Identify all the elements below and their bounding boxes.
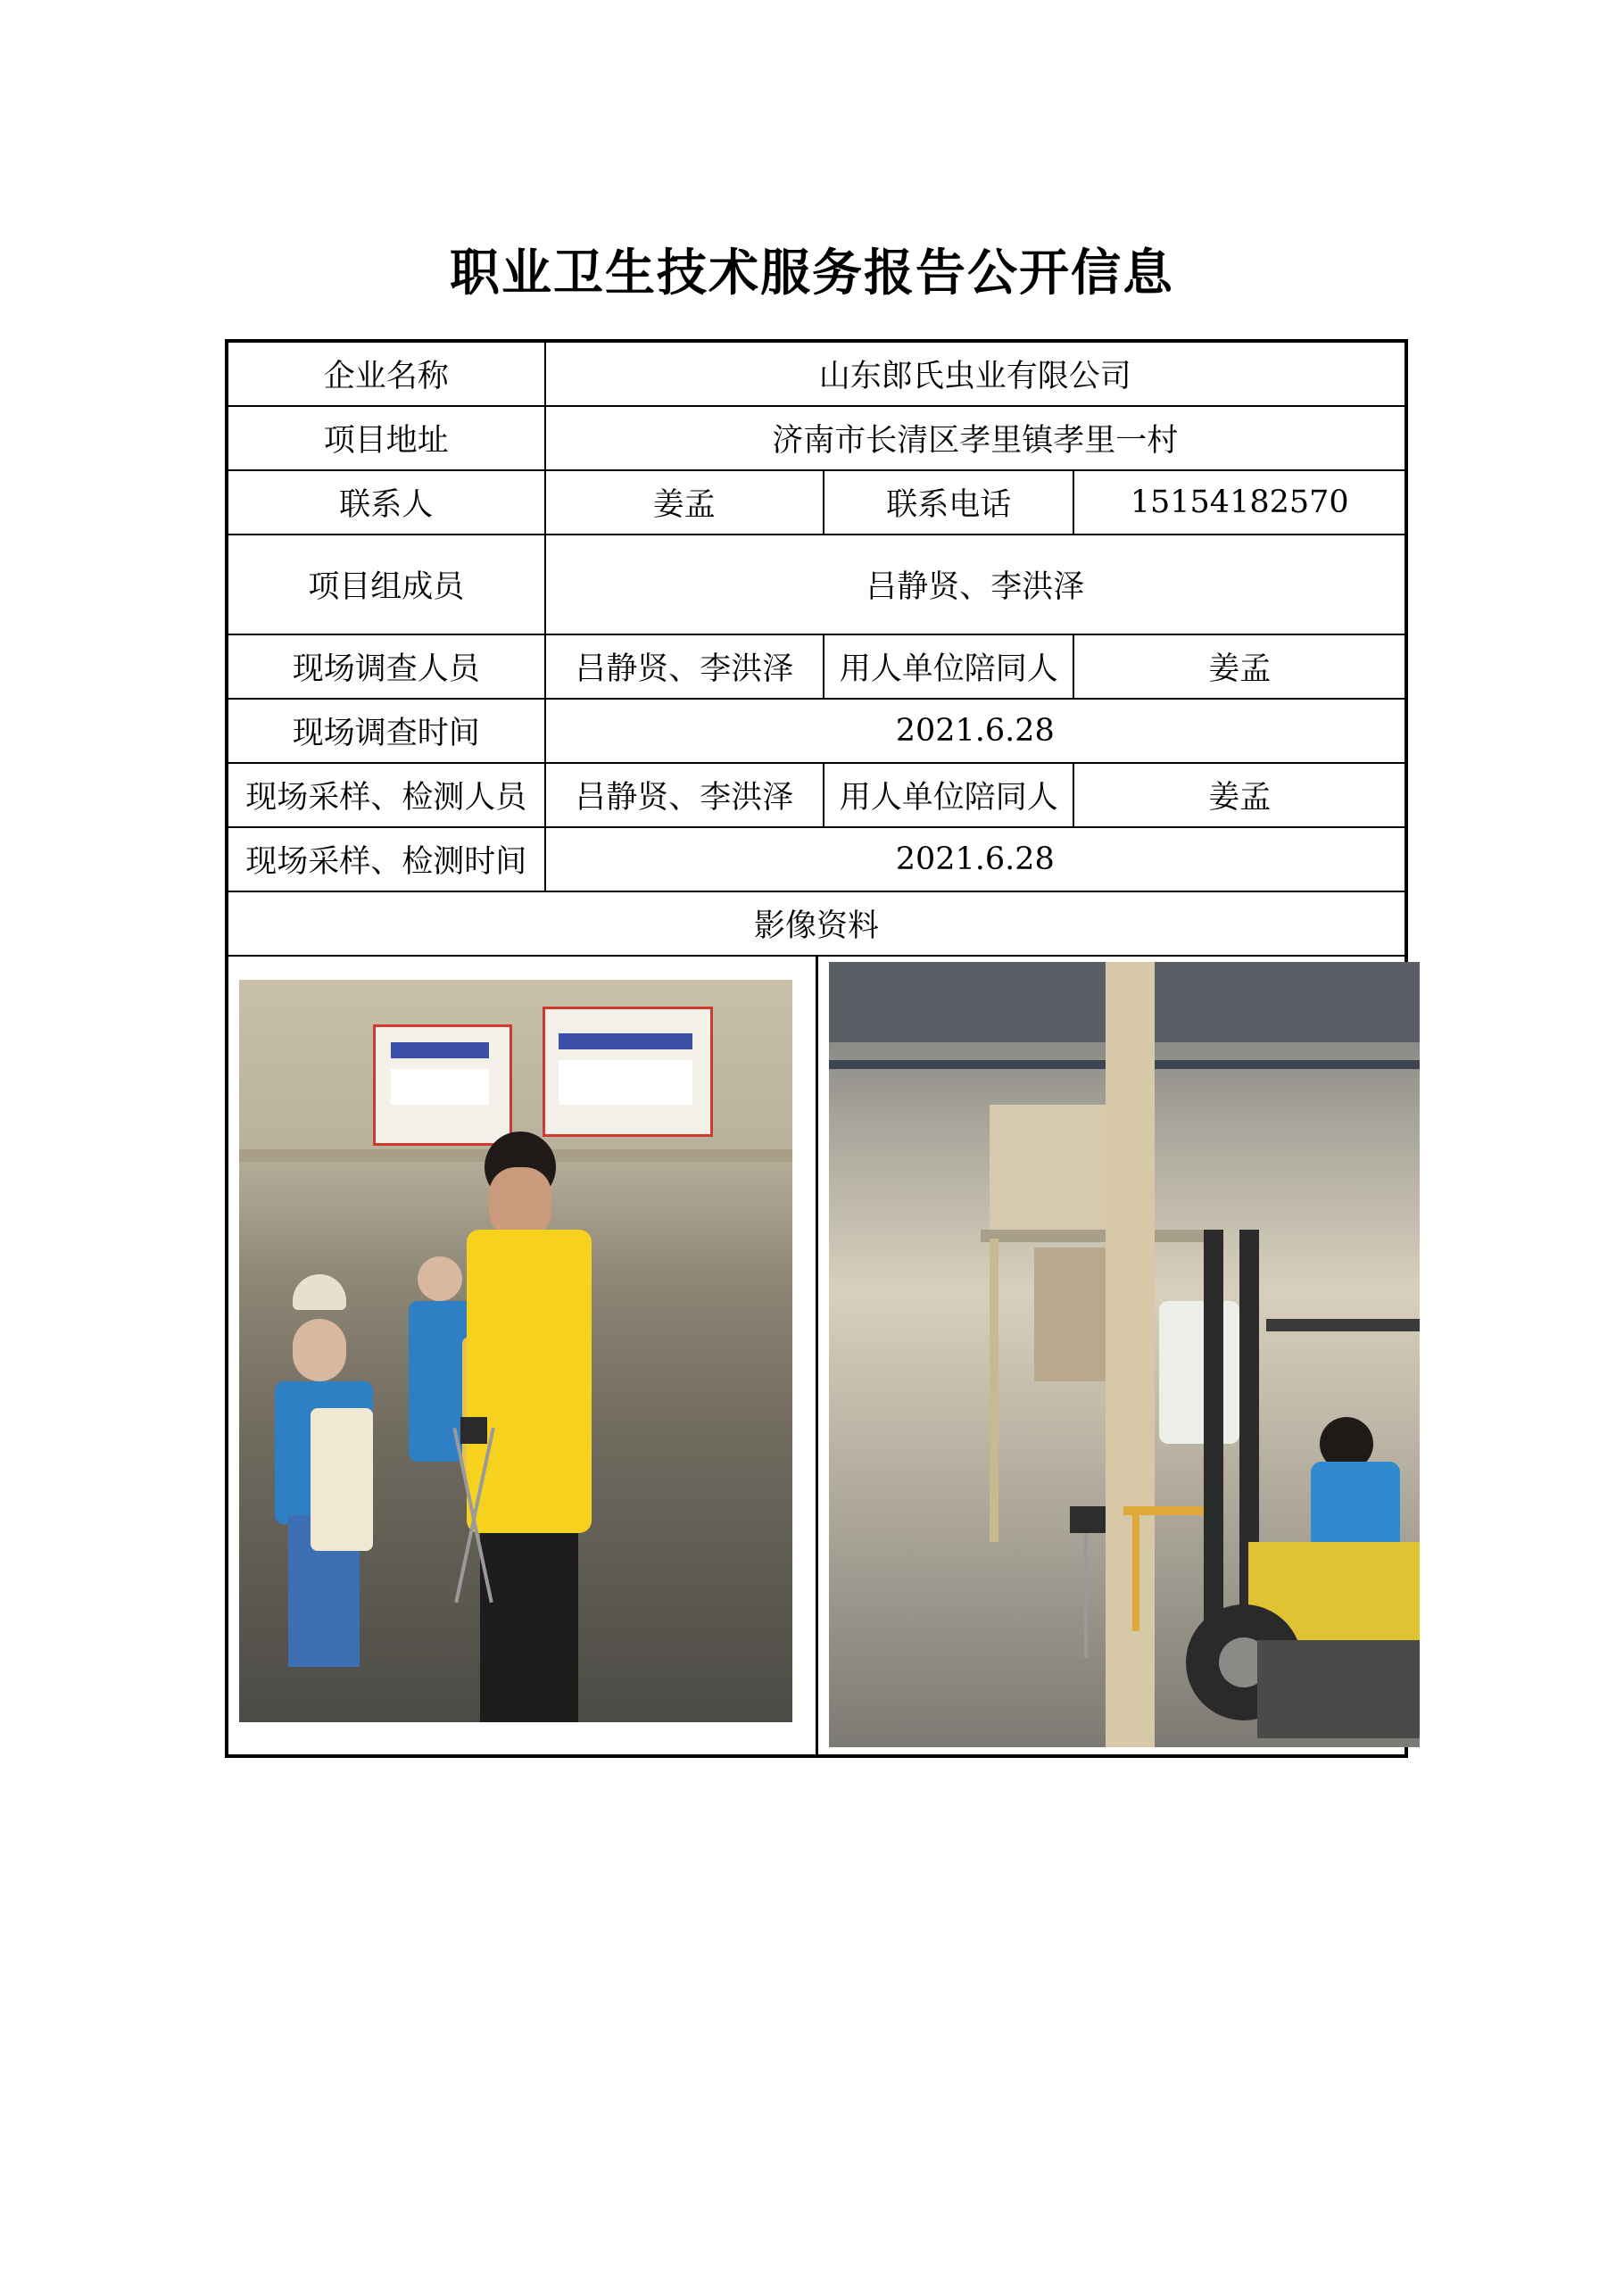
phone-value: 15154182570 <box>1073 470 1406 535</box>
row-photos <box>227 956 1406 1756</box>
photo-box-right <box>816 957 1405 1754</box>
sampling-time-value: 2021.6.28 <box>545 827 1406 891</box>
contact-label: 联系人 <box>227 470 545 535</box>
survey-escort-label: 用人单位陪同人 <box>824 634 1073 699</box>
site-photo-packing-line <box>239 980 792 1722</box>
address-label: 项目地址 <box>227 406 545 470</box>
survey-time-value: 2021.6.28 <box>545 699 1406 763</box>
survey-time-label: 现场调查时间 <box>227 699 545 763</box>
sampling-staff-value: 吕静贤、李洪泽 <box>545 763 824 827</box>
page-title: 职业卫生技术服务报告公开信息 <box>450 245 1174 303</box>
sampling-escort-value: 姜孟 <box>1073 763 1406 827</box>
survey-staff-value: 吕静贤、李洪泽 <box>545 634 824 699</box>
contact-value: 姜孟 <box>545 470 824 535</box>
row-images-label <box>227 891 1406 956</box>
company-label: 企业名称 <box>227 341 545 406</box>
photo-box-left <box>228 957 816 1754</box>
survey-escort-value: 姜孟 <box>1073 634 1406 699</box>
photos-container <box>228 957 1404 1754</box>
row-survey-time <box>227 699 1406 763</box>
company-value: 山东郎氏虫业有限公司 <box>545 341 1406 406</box>
members-label: 项目组成员 <box>227 535 545 634</box>
row-sampling-time <box>227 827 1406 891</box>
phone-label: 联系电话 <box>824 470 1073 535</box>
row-company <box>227 341 1406 406</box>
survey-staff-label: 现场调查人员 <box>227 634 545 699</box>
row-sampling-staff <box>227 763 1406 827</box>
sampling-staff-label: 现场采样、检测人员 <box>227 763 545 827</box>
sampling-escort-label: 用人单位陪同人 <box>824 763 1073 827</box>
photos-cell <box>227 956 1406 1756</box>
row-contact <box>227 470 1406 535</box>
site-photo-warehouse-forklift <box>829 962 1420 1747</box>
images-label: 影像资料 <box>227 891 1406 956</box>
sampling-time-label: 现场采样、检测时间 <box>227 827 545 891</box>
address-value: 济南市长清区孝里镇孝里一村 <box>545 406 1406 470</box>
row-members <box>227 535 1406 634</box>
info-table <box>225 339 1408 1758</box>
row-survey-staff <box>227 634 1406 699</box>
members-value: 吕静贤、李洪泽 <box>545 535 1406 634</box>
row-address <box>227 406 1406 470</box>
